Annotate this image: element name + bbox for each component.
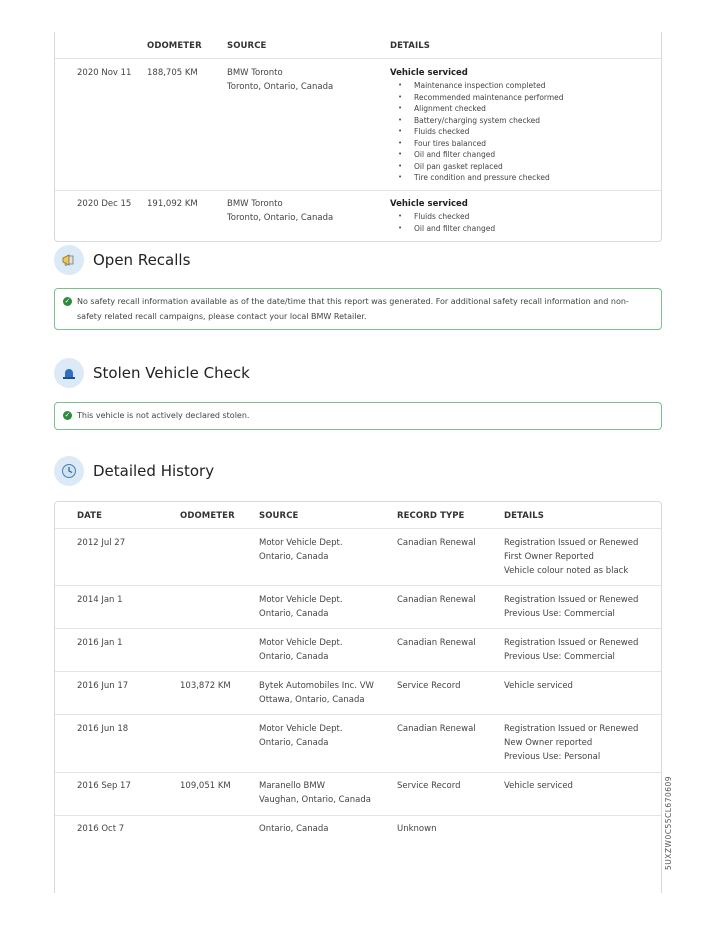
source-location: Ontario, Canada	[259, 738, 329, 748]
header-divider	[55, 58, 661, 59]
service-odometer: 191,092 KM	[147, 199, 198, 209]
column-header-record-type: RECORD TYPE	[397, 511, 465, 521]
history-source	[259, 593, 343, 621]
list-item: • Fluids checked	[390, 126, 650, 138]
history-date: 2016 Jan 1	[77, 638, 123, 648]
detailed-history-header	[54, 456, 214, 486]
row-divider	[55, 772, 661, 773]
detail-line: Previous Use: Personal	[504, 752, 601, 762]
row-divider	[55, 815, 661, 816]
service-details	[390, 67, 650, 184]
source-location: Toronto, Ontario, Canada	[227, 82, 334, 92]
section-title: Open Recalls	[93, 251, 191, 269]
vin-watermark: 5UXZW0C55CL670609	[664, 775, 673, 870]
history-odometer: 109,051 KM	[180, 781, 231, 791]
history-details	[504, 779, 573, 793]
detail-line: Vehicle serviced	[504, 781, 573, 791]
history-record-type: Canadian Renewal	[397, 638, 476, 648]
detail-line: Registration Issued or Renewed	[504, 638, 639, 648]
list-item: • Fluids checked	[390, 211, 650, 223]
service-source	[227, 197, 333, 225]
column-header-source: SOURCE	[227, 41, 267, 51]
history-date: 2016 Oct 7	[77, 824, 125, 834]
detail-line: Vehicle colour noted as black	[504, 566, 629, 576]
detail-line: Previous Use: Commercial	[504, 609, 615, 619]
open-recalls-header	[54, 245, 190, 275]
history-record-type: Canadian Renewal	[397, 724, 476, 734]
history-odometer: 103,872 KM	[180, 681, 231, 691]
history-details	[504, 679, 573, 693]
source-name: Motor Vehicle Dept.	[259, 538, 343, 548]
source-location: Ottawa, Ontario, Canada	[259, 695, 365, 705]
history-source	[259, 779, 371, 807]
row-divider	[55, 714, 661, 715]
source-location: Toronto, Ontario, Canada	[227, 213, 334, 223]
section-title: Detailed History	[93, 462, 215, 480]
history-record-type: Canadian Renewal	[397, 538, 476, 548]
source-location: Ontario, Canada	[259, 609, 329, 619]
list-item: • Four tires balanced	[390, 138, 650, 150]
details-list	[390, 80, 650, 184]
column-header-details: DETAILS	[390, 41, 430, 51]
column-header-source: SOURCE	[259, 511, 299, 521]
police-light-icon	[54, 358, 84, 388]
history-record-type: Canadian Renewal	[397, 595, 476, 605]
history-source	[259, 722, 343, 750]
list-item: • Tire condition and pressure checked	[390, 172, 650, 184]
history-date: 2016 Jun 18	[77, 724, 129, 734]
service-details	[390, 198, 650, 234]
list-item: • Oil and filter changed	[390, 149, 650, 161]
history-source	[259, 536, 343, 564]
history-details	[504, 536, 638, 578]
history-date: 2016 Jun 17	[77, 681, 129, 691]
check-circle-icon: ✓	[64, 297, 71, 305]
detail-line: Registration Issued or Renewed	[504, 595, 639, 605]
column-header-odometer: ODOMETER	[180, 511, 235, 521]
recall-status-alert	[54, 288, 662, 330]
source-name: Motor Vehicle Dept.	[259, 638, 343, 648]
history-date: 2012 Jul 27	[77, 538, 126, 548]
column-header-details: DETAILS	[504, 511, 544, 521]
source-location: Ontario, Canada	[259, 652, 329, 662]
stolen-check-header	[54, 358, 250, 388]
row-divider	[55, 585, 661, 586]
detailed-history-table	[54, 501, 662, 893]
row-divider	[55, 628, 661, 629]
source-name: Maranello BMW	[259, 781, 326, 791]
detail-line: Vehicle serviced	[504, 681, 573, 691]
detail-line: Registration Issued or Renewed	[504, 724, 639, 734]
history-details	[504, 636, 638, 664]
row-divider	[55, 190, 661, 191]
service-history-table	[54, 32, 662, 242]
history-source	[259, 636, 343, 664]
service-source	[227, 66, 333, 94]
history-source	[259, 822, 328, 836]
source-name: BMW Toronto	[227, 199, 283, 209]
source-name: BMW Toronto	[227, 68, 283, 78]
list-item: • Maintenance inspection completed	[390, 80, 650, 92]
detail-line: Registration Issued or Renewed	[504, 538, 639, 548]
history-details	[504, 593, 638, 621]
history-details	[504, 722, 638, 764]
column-header-date: DATE	[77, 511, 102, 521]
service-odometer: 188,705 KM	[147, 68, 198, 78]
recall-message: No safety recall information available as of the date/time that this report was generated. For additional safety recall information and non-safety related recall campaigns, please contact your local BMW Retailer.	[77, 297, 629, 321]
service-date: 2020 Dec 15	[77, 199, 132, 209]
header-divider	[55, 528, 661, 529]
details-list	[390, 211, 650, 234]
megaphone-icon	[54, 245, 84, 275]
list-item: • Battery/charging system checked	[390, 115, 650, 127]
source-location: Ontario, Canada	[259, 824, 329, 834]
history-icon	[54, 456, 84, 486]
detail-line: First Owner Reported	[504, 552, 594, 562]
source-location: Ontario, Canada	[259, 552, 329, 562]
row-divider	[55, 671, 661, 672]
list-item: • Oil pan gasket replaced	[390, 161, 650, 173]
detail-line: Previous Use: Commercial	[504, 652, 615, 662]
source-name: Motor Vehicle Dept.	[259, 595, 343, 605]
detail-line: New Owner reported	[504, 738, 593, 748]
check-circle-icon: ✓	[64, 411, 71, 419]
source-name: Bytek Automobiles Inc. VW	[259, 681, 374, 691]
details-title: Vehicle serviced	[390, 199, 468, 209]
history-record-type: Service Record	[397, 781, 461, 791]
section-title: Stolen Vehicle Check	[93, 364, 250, 382]
list-item: • Recommended maintenance performed	[390, 92, 650, 104]
stolen-message: This vehicle is not actively declared stolen.	[77, 411, 250, 420]
history-record-type: Service Record	[397, 681, 461, 691]
column-header-odometer: ODOMETER	[147, 41, 202, 51]
history-date: 2014 Jan 1	[77, 595, 123, 605]
list-item: • Alignment checked	[390, 103, 650, 115]
details-title: Vehicle serviced	[390, 68, 468, 78]
service-date: 2020 Nov 11	[77, 68, 132, 78]
source-location: Vaughan, Ontario, Canada	[259, 795, 371, 805]
list-item: • Oil and filter changed	[390, 223, 650, 235]
source-name: Motor Vehicle Dept.	[259, 724, 343, 734]
stolen-status-alert	[54, 402, 662, 430]
history-record-type: Unknown	[397, 824, 437, 834]
history-date: 2016 Sep 17	[77, 781, 131, 791]
history-source	[259, 679, 374, 707]
